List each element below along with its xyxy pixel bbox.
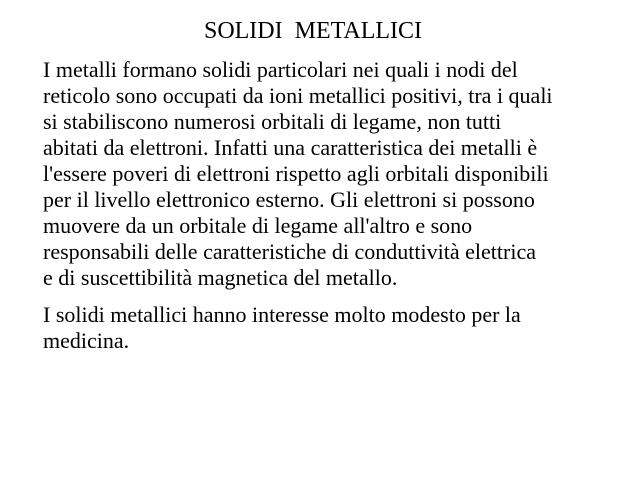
text-line: medicina.: [43, 328, 130, 353]
text-line: per il livello elettronico esterno. Gli elettroni si possono: [43, 187, 535, 212]
text-line: l'essere poveri di elettroni rispetto agli orbitali disponibili: [43, 161, 549, 186]
text-line: reticolo sono occupati da ioni metallici positivi, tra i quali: [43, 83, 553, 108]
slide-title: SOLIDI METALLICI: [203, 18, 423, 44]
paragraph-metal-solids: [43, 57, 603, 291]
text-line: abitati da elettroni. Infatti una caratteristica dei metalli è: [43, 135, 538, 160]
text-line: responsabili delle caratteristiche di conduttività elettrica: [43, 239, 536, 264]
paragraph-medicine-interest: [43, 302, 603, 354]
text-line: si stabiliscono numerosi orbitali di legame, non tutti: [43, 109, 502, 134]
text-line: I solidi metallici hanno interesse molto modesto per la: [43, 302, 521, 327]
text-line: I metalli formano solidi particolari nei quali i nodi del: [43, 57, 518, 82]
text-line: muovere da un orbitale di legame all'altro e sono: [43, 213, 473, 238]
text-line: e di suscettibilità magnetica del metallo.: [43, 265, 398, 290]
